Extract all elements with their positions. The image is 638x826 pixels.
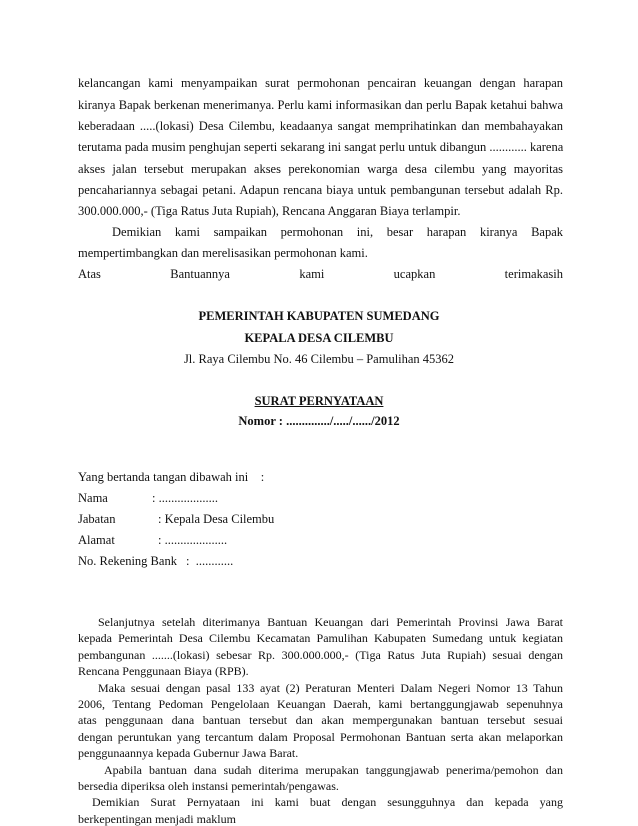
field-label-rekening: No. Rekening Bank xyxy=(78,554,177,568)
header-office: KEPALA DESA CILEMBU xyxy=(244,331,394,345)
letter-line: Demikian kami sampaikan permohonan ini, besar harapan kiranya Bapak xyxy=(112,225,563,239)
body-line: Maka sesuai dengan pasal 133 ayat (2) Peraturan Menteri Dalam Negeri Nomor 13 Tahun xyxy=(98,680,563,695)
letter-line: 300.000.000,- (Tiga Ratus Juta Rupiah), Rencana Anggaran Biaya terlampir. xyxy=(78,204,461,218)
body-line: dengan peruntukan yang tercantum dalam Proposal Permohonan Bantuan serta akan melaporkan xyxy=(78,729,563,744)
field-value-rekening: : ............ xyxy=(186,554,234,568)
field-label-nama: Nama xyxy=(78,491,108,505)
body-line: pembangunan .......(lokasi) sebesar Rp. 300.000.000,- (Tiga Ratus Juta Rupiah) sesuai dengan xyxy=(78,647,563,662)
letter-closing: Atas Bantuannya kami ucapkan terimakasih xyxy=(78,267,563,281)
field-value-jabatan: : Kepala Desa Cilembu xyxy=(158,512,275,526)
body-line: kepada Pemerintah Desa Cilembu Kecamatan Pamulihan Kabupaten Sumedang untuk kegiatan xyxy=(78,631,563,646)
field-value-nama: : ................... xyxy=(152,491,218,505)
header-address: Jl. Raya Cilembu No. 46 Cilembu – Pamulihan 45362 xyxy=(183,352,455,366)
body-line: Demikian Surat Pernyataan ini kami buat dengan sesungguhnya dan kepada yang xyxy=(92,795,563,810)
body-line: penggunaannya kepada Gubernur Jawa Barat. xyxy=(78,746,299,761)
letter-line: terutama pada musim penghujan seperti sekarang ini sangat perlu untuk dibangun ............ karena xyxy=(78,140,564,154)
body-line: berkepentingan menjadi maklum xyxy=(78,811,236,826)
letter-line: kiranya Bapak berkenan menerimanya. Perlu kami informasikan dan perlu Bapak ketahui bahwa xyxy=(78,98,563,112)
letter-line: keberadaan .....(lokasi) Desa Cilembu, keadaanya sangat memprihatinkan dan membahayakan xyxy=(78,119,563,133)
body-line: Apabila bantuan dana sudah diterima merupakan tanggungjawab penerima/pemohon dan xyxy=(104,762,563,777)
header-government: PEMERINTAH KABUPATEN SUMEDANG xyxy=(198,309,440,323)
letter-line: akses jalan tersebut merupakan akses perekonomian warga desa cilembu yang mayoritas xyxy=(78,162,563,176)
field-label-alamat: Alamat xyxy=(78,533,115,547)
body-line: Selanjutnya setelah diterimanya Bantuan Keuangan dari Pemerintah Provinsi Jawa Barat xyxy=(98,615,563,629)
body-line: 2006, Tentang Pedoman Pengelolaan Keuangan Daerah, kami bertanggungjawab sepenuhnya xyxy=(78,697,563,711)
letter-line: mempertimbangkan dan merelisasikan permohonan kami. xyxy=(78,246,368,260)
statement-title: SURAT PERNYATAAN xyxy=(254,394,384,408)
statement-number: Nomor : ............../...../....../2012 xyxy=(238,414,400,428)
letter-line: kelancangan kami menyampaikan surat permohonan pencairan keuangan dengan harapan xyxy=(78,76,563,90)
body-line: bersedia diperiksa oleh instansi pemerintah/pengawas. xyxy=(78,779,339,793)
field-label-jabatan: Jabatan xyxy=(78,512,116,526)
body-line: atas penggunaan dana bantuan tersebut dan akan mempergunakan bantuan tersebut sesuai xyxy=(78,713,563,728)
body-line: Rencana Penggunaan Biaya (RPB). xyxy=(78,664,249,679)
letter-line: pencahariannya sebagai petani. Adapun rencana biaya untuk pembangunan tersebut adalah Rp. xyxy=(78,183,563,197)
field-value-alamat: : .................... xyxy=(158,533,228,547)
statement-intro: Yang bertanda tangan dibawah ini : xyxy=(78,470,265,484)
